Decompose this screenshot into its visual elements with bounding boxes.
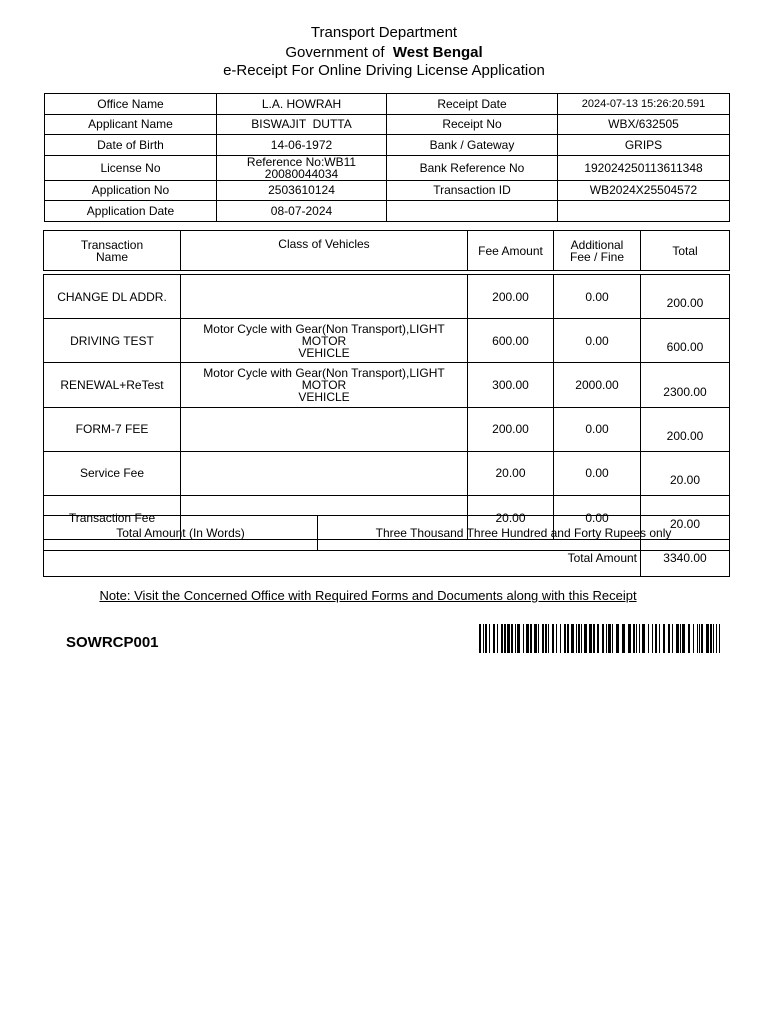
fee-row (44, 451, 730, 495)
receipt-title: e-Receipt For Online Driving License Application (223, 62, 545, 79)
fee-row (44, 275, 730, 319)
barcode-bar (606, 624, 607, 653)
barcode-bar (659, 624, 660, 653)
office-name-value: L.A. HOWRAH (217, 94, 387, 115)
barcode-bar (523, 624, 524, 653)
barcode-bar (719, 624, 720, 653)
col-header-fee: Fee Amount (468, 231, 554, 271)
barcode-bar (676, 624, 679, 653)
barcode-bar (639, 624, 640, 653)
bank-value: GRIPS (558, 135, 730, 156)
barcode-bar (515, 624, 516, 653)
info-row (45, 135, 730, 156)
form-code: SOWRCP001 (66, 634, 159, 651)
fee-row-fee: 300.00 (468, 363, 554, 407)
fee-row-name: CHANGE DL ADDR. (44, 275, 181, 319)
license-no-label: License No (45, 155, 217, 180)
barcode-bar (589, 624, 592, 653)
application-date-value: 08-07-2024 (217, 201, 387, 222)
fee-row-additional: 0.00 (554, 407, 641, 451)
govt-title (0, 44, 768, 61)
fee-table-header (44, 231, 730, 271)
fee-rows (44, 275, 730, 540)
barcode-bar (479, 624, 481, 653)
barcode-bar (504, 624, 506, 653)
barcode-bar (688, 624, 690, 653)
total-amount-value: 3340.00 (641, 540, 730, 577)
fee-row (44, 363, 730, 407)
barcode-bar (530, 624, 532, 653)
license-no-line1: Reference No:WB11 (246, 155, 357, 169)
fee-row (44, 407, 730, 451)
barcode-bar (713, 624, 714, 653)
col-header-transaction-name (44, 231, 181, 271)
barcode-bar (560, 624, 561, 653)
barcode-bar (682, 624, 685, 653)
barcode-bar (616, 624, 619, 653)
barcode-bar (680, 624, 681, 653)
fee-row-name: RENEWAL+ReTest (44, 363, 181, 407)
info-row (45, 94, 730, 115)
barcode-bar (628, 624, 631, 653)
barcode-bar (693, 624, 694, 653)
instruction-note: Note: Visit the Concerned Office with Required Forms and Documents along with this Receipt (99, 588, 637, 603)
info-row (45, 155, 730, 180)
bank-ref-label: Bank Reference No (387, 155, 558, 180)
barcode-bar (489, 624, 490, 653)
fee-row-total: 200.00 (641, 407, 730, 451)
license-no-value (217, 155, 387, 180)
receipt-no-value: WBX/632505 (558, 114, 730, 135)
dob-label: Date of Birth (45, 135, 217, 156)
amount-in-words-value: Three Thousand Three Hundred and Forty Rupees only (318, 516, 730, 551)
header-line: Fee / Fine (569, 249, 625, 264)
applicant-name-label: Applicant Name (45, 114, 217, 135)
barcode-bar (584, 624, 587, 653)
barcode-bar (501, 624, 503, 653)
class-line: Motor Cycle with Gear(Non Transport),LIGHT MOTOR (203, 321, 445, 348)
fee-row-class (181, 451, 468, 495)
barcode-bar (545, 624, 547, 653)
fee-row-class (181, 319, 468, 363)
barcode-bar (622, 624, 625, 653)
amount-in-words-label: Total Amount (In Words) (44, 516, 318, 551)
application-no-label: Application No (45, 180, 217, 201)
barcode-bar (538, 624, 539, 653)
barcode-bar (608, 624, 611, 653)
fee-row-name: Transaction Fee (44, 495, 181, 539)
fee-row-fee: 200.00 (468, 407, 554, 451)
fee-row-total: 20.00 (641, 451, 730, 495)
barcode-bar (493, 624, 495, 653)
col-header-additional (554, 231, 641, 271)
barcode-bar (564, 624, 566, 653)
applicant-name-value: BISWAJIT DUTTA (217, 114, 387, 135)
fee-row-class (181, 407, 468, 451)
dept-title: Transport Department (310, 24, 458, 41)
col-header-total: Total (641, 231, 730, 271)
fee-row-name: DRIVING TEST (44, 319, 181, 363)
empty-cell (558, 201, 730, 222)
barcode-bar (633, 624, 635, 653)
fee-row-fee: 20.00 (468, 495, 554, 539)
transaction-id-label: Transaction ID (387, 180, 558, 201)
barcode-bar (548, 624, 549, 653)
words-row (44, 516, 730, 551)
class-line: Motor Cycle with Gear(Non Transport),LIGHT MOTOR (203, 365, 445, 392)
barcode-bar (483, 624, 484, 653)
barcode-bar (571, 624, 574, 653)
transaction-id-value: WB2024X25504572 (558, 180, 730, 201)
class-line: VEHICLE (298, 389, 350, 404)
barcode-bar (636, 624, 637, 653)
class-line: VEHICLE (298, 345, 350, 360)
fee-row-name: Service Fee (44, 451, 181, 495)
total-amount-label: Total Amount (44, 540, 641, 577)
header-line: Transaction (80, 237, 144, 252)
application-no-value: 2503610124 (217, 180, 387, 201)
barcode-bar (652, 624, 653, 653)
fee-row-total: 200.00 (641, 275, 730, 319)
barcode-bar (699, 624, 700, 653)
fee-row-additional: 0.00 (554, 495, 641, 539)
barcode-bar (485, 624, 487, 653)
info-row (45, 201, 730, 222)
info-row (45, 114, 730, 135)
barcode-bar (597, 624, 599, 653)
applicant-info-table (44, 93, 730, 222)
dob-value: 14-06-1972 (217, 135, 387, 156)
barcode-bar (663, 624, 665, 653)
barcode-bar (706, 624, 709, 653)
license-no-line2: 20080044034 (264, 166, 339, 180)
barcode-bar (526, 624, 529, 653)
bank-ref-value: 192024250113611348 (558, 155, 730, 180)
fee-row-name: FORM-7 FEE (44, 407, 181, 451)
barcode-bar (542, 624, 544, 653)
fee-row-fee: 20.00 (468, 451, 554, 495)
header-line: Additional (570, 237, 624, 252)
col-header-class: Class of Vehicles (181, 231, 468, 271)
fee-row-total: 20.00 (641, 495, 730, 539)
barcode-bar (612, 624, 613, 653)
barcode-bar (602, 624, 604, 653)
receipt-date-label: Receipt Date (387, 94, 558, 115)
barcode-bar (668, 624, 670, 653)
barcode-bar (578, 624, 580, 653)
application-date-label: Application Date (45, 201, 217, 222)
fee-row-additional: 0.00 (554, 451, 641, 495)
barcode-bar (552, 624, 554, 653)
fee-row-fee: 600.00 (468, 319, 554, 363)
barcode-bar (716, 624, 717, 653)
barcode-bar (593, 624, 595, 653)
bank-label: Bank / Gateway (387, 135, 558, 156)
fee-row-fee: 200.00 (468, 275, 554, 319)
fee-row-additional: 2000.00 (554, 363, 641, 407)
govt-prefix: Government of (285, 44, 385, 61)
barcode-bar (648, 624, 649, 653)
barcode-bar (534, 624, 537, 653)
barcode-image (479, 624, 721, 653)
amount-in-words-table (43, 515, 730, 551)
barcode-bar (655, 624, 657, 653)
fee-row-class (181, 363, 468, 407)
barcode-bar (672, 624, 673, 653)
barcode-bar (581, 624, 582, 653)
fee-row-class (181, 275, 468, 319)
empty-cell (387, 201, 558, 222)
barcode-bar (556, 624, 557, 653)
office-name-label: Office Name (45, 94, 217, 115)
barcode-bar (710, 624, 712, 653)
barcode-bar (642, 624, 645, 653)
barcode-bar (507, 624, 510, 653)
fee-row-total: 2300.00 (641, 363, 730, 407)
fee-row-additional: 0.00 (554, 275, 641, 319)
barcode-bar (567, 624, 569, 653)
receipt-date-value: 2024-07-13 15:26:20.591 (558, 94, 730, 115)
barcode-bar (497, 624, 498, 653)
barcode-bar (697, 624, 698, 653)
fee-row-total: 600.00 (641, 319, 730, 363)
fee-row (44, 319, 730, 363)
fee-row-additional: 0.00 (554, 319, 641, 363)
header-line: Name (95, 249, 128, 264)
barcode-bar (576, 624, 577, 653)
barcode-bar (511, 624, 513, 653)
barcode-bar (517, 624, 520, 653)
barcode-bar (701, 624, 703, 653)
info-row (45, 180, 730, 201)
receipt-no-label: Receipt No (387, 114, 558, 135)
state-name: West Bengal (392, 44, 483, 61)
